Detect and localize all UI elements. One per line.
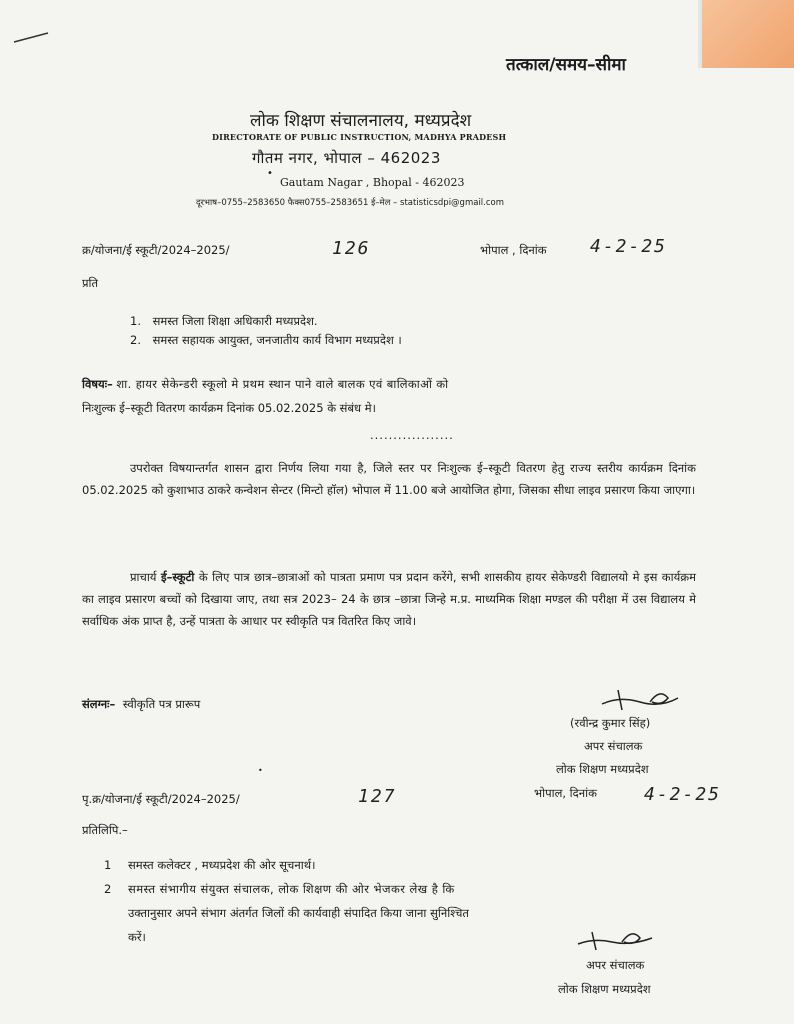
copy-item-number: 1 bbox=[104, 858, 112, 872]
subject-line bbox=[82, 377, 449, 392]
paragraph2-rest: के लिए पात्र छात्र–छात्राओं को पात्रता प्रमाण पत्र प्रदान करेंगे, सभी शासकीय हायर सेकेण्डरी विद्यालयो मे इस कार्यक्रम का लाइव प्रसारण बच्चों को दिखाया जाए, तथा सत्र 2023– 24 के छात्र –छात्रा जिन्हे म.प्र. माध्यमिक शिक्षा मण्डल की परीक्षा में उस विद्यालय मे सर्वाधिक अंक प्राप्त है, उन्हें पात्रता के आधार पर स्वीकृति पत्र वितरित किए जावे। bbox=[82, 570, 696, 628]
body-paragraph-2 bbox=[82, 566, 696, 632]
copy-reference-handwritten: 127 bbox=[358, 786, 397, 807]
subject-text-line1: शा. हायर सेकेन्डरी स्कूलो मे प्रथम स्थान पाने वाले बालक एवं बालिकाओं को bbox=[116, 377, 449, 391]
urgent-label: तत्काल/समय–सीमा bbox=[506, 55, 626, 75]
copy-label: प्रतिलिपि.– bbox=[82, 823, 128, 837]
dot-mark: • bbox=[258, 766, 263, 775]
recipient-item bbox=[130, 333, 402, 348]
copy-place-date-label: भोपाल, दिनांक bbox=[534, 786, 597, 800]
reference-number-handwritten: 126 bbox=[332, 238, 371, 259]
copy-item-text-line1: समस्त संभागीय संयुक्त संचालक, लोक शिक्षण की ओर भेजकर लेख है कि bbox=[128, 882, 455, 896]
recipient-text: समस्त जिला शिक्षा अधिकारी मध्यप्रदेश. bbox=[152, 314, 318, 328]
pen-mark-icon bbox=[12, 30, 52, 44]
signature-icon bbox=[600, 684, 680, 714]
dot-mark: • bbox=[267, 168, 273, 179]
recipient-number: 1. bbox=[130, 314, 141, 328]
copy-signatory-title: अपर संचालक bbox=[586, 958, 645, 972]
orange-corner bbox=[702, 0, 794, 68]
body-paragraph-1: उपरोक्त विषयान्तर्गत शासन द्वारा निर्णय लिया गया है, जिले स्तर पर निःशुल्क ई–स्कूटी वितरण हेतु राज्य स्तरीय कार्यक्रम दिनांक 05.02.2025 को कुशाभाउ ठाकरे कन्वेशन सेन्टर (मिन्टो हॉल) भोपाल में 11.00 बजे आयोजित होगा, जिसका सीधा लाइव प्रसारण किया जाएगा। bbox=[82, 461, 696, 497]
contact-line: दूरभाष–0755–2583650 फैक्स0755–2583651 ई–मेल – statisticsdpi@gmail.com bbox=[196, 198, 505, 208]
department-title-english: DIRECTORATE OF PUBLIC INSTRUCTION, MADHYA PRADESH bbox=[212, 132, 507, 142]
copy-reference-prefix: पृ.क्र/योजना/ई स्कूटी/2024–2025/ bbox=[82, 792, 240, 806]
recipient-item bbox=[130, 314, 318, 329]
enclosure-text: स्वीकृति पत्र प्रारूप bbox=[122, 697, 201, 711]
signatory-name: (रवीन्द्र कुमार सिंह) bbox=[570, 716, 651, 730]
enclosure-line bbox=[82, 697, 200, 712]
signatory-office: लोक शिक्षण मध्यप्रदेश bbox=[556, 762, 649, 776]
recipient-text: समस्त सहायक आयुक्त, जनजातीय कार्य विभाग मध्यप्रदेश । bbox=[152, 333, 402, 347]
copy-item-number: 2 bbox=[104, 882, 112, 896]
copy-item-text-line2: उक्तानुसार अपने संभाग अंतर्गत जिलों की कार्यवाही संपादित किया जाना सुनिश्चित bbox=[128, 906, 469, 920]
signature-icon bbox=[576, 926, 656, 956]
reference-number-prefix: क्र/योजना/ई स्कूटी/2024–2025/ bbox=[82, 243, 230, 257]
separator-dots: .................. bbox=[370, 428, 454, 442]
place-date-label: भोपाल , दिनांक bbox=[480, 243, 547, 257]
address-english: Gautam Nagar , Bhopal - 462023 bbox=[280, 176, 465, 189]
to-label: प्रति bbox=[82, 276, 99, 290]
recipient-number: 2. bbox=[130, 333, 141, 347]
department-title-hindi: लोक शिक्षण संचालनालय, मध्यप्रदेश bbox=[250, 111, 472, 131]
paragraph2-bold-term: ई–स्कूटी bbox=[160, 570, 195, 584]
subject-text-line2: निःशुल्क ई–स्कूटी वितरण कार्यक्रम दिनांक 05.02.2025 के संबंध मे। bbox=[82, 401, 376, 415]
subject-label: विषयः– bbox=[82, 377, 113, 391]
copy-date-handwritten: 4-2-25 bbox=[644, 784, 722, 805]
paragraph2-start: प्राचार्य bbox=[130, 570, 161, 584]
signatory-title: अपर संचालक bbox=[584, 739, 643, 753]
letter-date-handwritten: 4-2-25 bbox=[590, 236, 668, 257]
copy-item-text: समस्त कलेक्टर , मध्यप्रदेश की ओर सूचनार्थ। bbox=[128, 858, 316, 872]
copy-item-text-line3: करें। bbox=[128, 930, 146, 944]
copy-signatory-office: लोक शिक्षण मध्यप्रदेश bbox=[558, 982, 651, 996]
enclosure-label: संलग्नः– bbox=[82, 697, 116, 711]
address-hindi: गौतम नगर, भोपाल – 462023 bbox=[252, 149, 441, 167]
